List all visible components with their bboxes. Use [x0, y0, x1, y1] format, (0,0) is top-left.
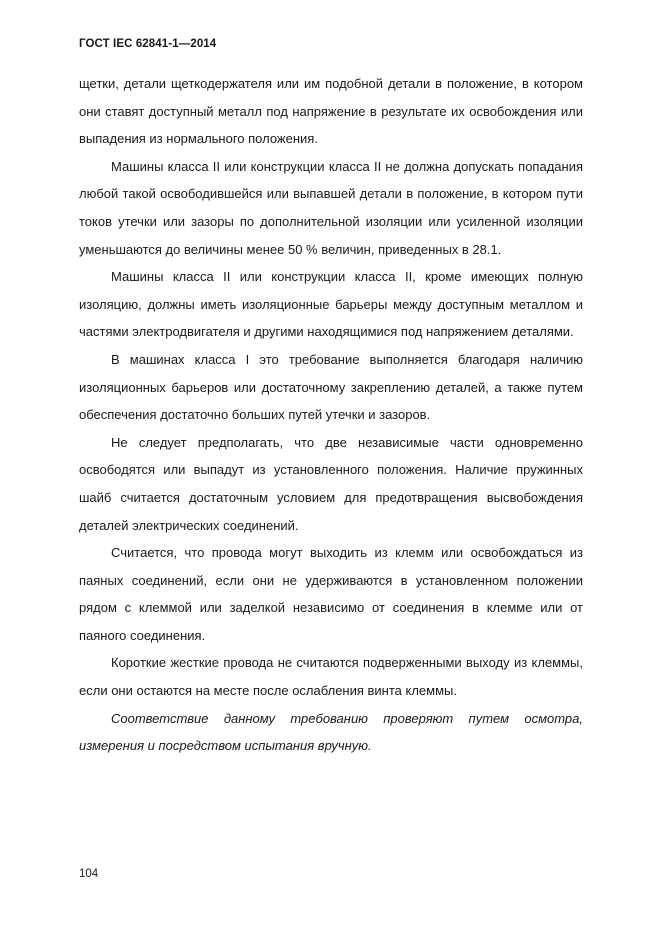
paragraph-continuation: щетки, детали щеткодержателя или им подобной детали в положение, в котором они ставят доступный металл под напряжение в результате их освобождения или выпадения из нормального положения. — [79, 76, 583, 147]
paragraph: Считается, что провода могут выходить из клемм или освобождаться из паяных соединений, если они не удерживаются в установленном положении рядом с клеммой или заделкой независимо от соединения в клемме или от паяного соединения. — [79, 545, 583, 643]
paragraph: Машины класса II или конструкции класса II не должна допускать попадания любой такой освободившейся или выпавшей детали в положение, в котором пути токов утечки или зазоры по дополнительной изоляции или усиленной изоляции уменьшаются до величины менее 50 % величин, приведенных в 28.1. — [79, 158, 583, 257]
page-number: 104 — [79, 868, 99, 880]
compliance-check-paragraph: Соответствие данному требованию проверяют путем осмотра, измерения и посредством испытания вручную. — [79, 710, 583, 754]
document-body — [79, 70, 583, 760]
paragraph: Не следует предполагать, что две независимые части одновременно освободятся или выпадут из установленного положения. Наличие пружинных шайб считается достаточным условием для предотвращения высвобождения деталей электрических соединений. — [79, 434, 583, 533]
paragraph: В машинах класса I это требование выполняется благодаря наличию изоляционных барьеров или достаточному закреплению деталей, а также путем обеспечения достаточно больших путей утечки и зазоров. — [79, 351, 583, 423]
document-header: ГОСТ IEC 62841-1—2014 — [79, 38, 217, 50]
paragraph: Короткие жесткие провода не считаются подверженными выходу из клеммы, если они остаются на месте после ослабления винта клеммы. — [79, 655, 583, 699]
paragraph: Машины класса II или конструкции класса II, кроме имеющих полную изоляцию, должны иметь изоляционные барьеры между доступным металлом и частями электродвигателя и другими находящимися под напряжением деталями. — [79, 269, 583, 340]
